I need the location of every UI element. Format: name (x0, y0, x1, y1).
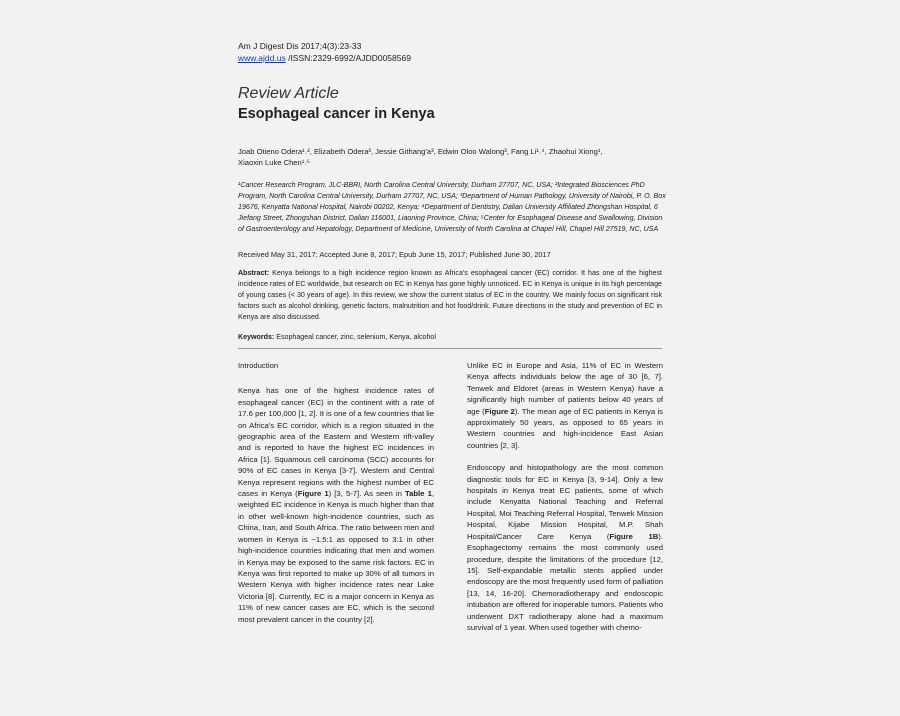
affiliations: ¹Cancer Research Program, JLC-BBRI, North Carolina Central University, Durham 27707, NC, USA; ²Integrated Biosciences PhD Program, North Carolina Central University, Durham 27707, NC, USA; ³Department of Human Pathology, University of Nairobi, P. O. Box 19676, Kenyatta National Hospital, Nairobi 00202, Kenya; ⁴Department of Dentistry, Dalian University Affiliated Zhongshan Hospital, 6 Jiefang Street, Zhongshan District, Dalian 116001, Liaoning Province, China; ⁵Center for Esophageal Disease and Swallowing, Division of Gastroenterology and Hepatology, Department of Medicine, University of North Carolina at Chapel Hill, Chapel Hill 27519, NC, USA (238, 181, 666, 233)
keywords-text: Esophageal cancer, zinc, selenium, Kenya, alcohol (274, 333, 436, 341)
keywords-label: Keywords: (238, 333, 275, 341)
publication-dates: Received May 31, 2017; Accepted June 8, 2017; Epub June 15, 2017; Published June 30, 2017 (238, 250, 551, 259)
keywords (238, 333, 436, 341)
paragraph-text: ). Esophagectomy remains the most commonly used procedure, despite the limitations of the procedure [12, 15]. Self-expandable metallic stents applied under endoscopy are the most frequently used form of palliation [13, 14, 16-20]. Chemoradiotherapy and endoscopic intubation are offered for inoperable tumors. Patients who underwent DXT radiotherapy alone had a maximum survival of 1 year. When used together with chemo- (467, 531, 663, 632)
paragraph (467, 360, 663, 451)
abstract-text: Kenya belongs to a high incidence region known as Africa's esophageal cancer (EC) corridor. It has one of the highest incidence rates of EC worldwide, but research on EC in Kenya has gone highly unnoticed. EC in Kenya is unique in its high percentage of young cases (< 30 years of age). In this review, we show the current status of EC in the country. We mainly focus on significant risk factors such as alcohol drinking, genetic factors, malnutrition and hot food/drink. Future directions in the study and prevention of EC in Kenya are also discussed. (238, 269, 662, 321)
abstract (238, 268, 662, 323)
journal-citation: Am J Digest Dis 2017;4(3):23-33 (238, 41, 362, 51)
figure-1b-reference[interactable]: Figure 1B (609, 531, 659, 541)
paragraph-text: , weighted EC incidence in Kenya is much higher than that in other well-known high-incidence countries, such as China, Iran, and South Africa. The ratio between men and women in Kenya is ~1.5:1 as opposed to 3:1 in other high-incidence countries indicating that men and women in Kenya may be exposed to the same risk factors. EC in Kenya was first reported to make up 30% of all tumors in Western Kenya with higher incidence rates near Lake Victoria [8]. Currently, EC is a major concern in Kenya as 11% of new cancer cases are EC, which is the second most prevalent cancer in the country [2]. (238, 489, 435, 624)
paragraph-text: Kenya has one of the highest incidence rates of esophageal cancer (EC) in the continent with a rate of 17.6 per 100,000 [1, 2]. It is one of a few countries that lie on Africa's EC corridor, which is a region situated in the geographic area of the Eastern and Western rift-valley and is reported to have the highest EC incidences in Africa [1]. Squamous cell carcinoma (SCC) accounts for 90% of EC cases in Kenya [3-7]. Western and Central Kenya represent regions with the highest number of EC cases in Kenya ( (238, 386, 434, 499)
figure-2-reference[interactable]: Figure 2 (484, 406, 515, 416)
abstract-label: Abstract: (238, 269, 270, 277)
authors-line-2: Xiaoxin Luke Chen¹˒⁵ (238, 158, 310, 167)
journal-issn: /ISSN:2329-6992/AJDD0058569 (285, 53, 411, 63)
article-title: Esophageal cancer in Kenya (238, 106, 435, 122)
authors-line-1: Joab Otieno Odera¹˒², Elizabeth Odera³, Jessie Githang'a³, Edwin Oloo Walong³, Fang Li¹˒⁴, Zhaohui Xiong¹, (238, 147, 603, 156)
figure-1-reference[interactable]: Figure 1 (297, 489, 329, 499)
body-column-right (467, 360, 663, 644)
journal-links (238, 52, 411, 64)
author-list (238, 146, 668, 168)
journal-header (238, 40, 411, 64)
paragraph-text: ). The mean age of EC patients in Kenya is approximately 50 years, as opposed to 65 years in Western countries and high-incidence East Asian countries [2, 3]. (467, 406, 663, 450)
paragraph-text: ) [3, 5-7]. As seen in (328, 489, 405, 499)
paragraph (467, 462, 663, 633)
body-column-left (238, 360, 434, 636)
section-heading-introduction: Introduction (238, 361, 279, 370)
section-divider (238, 348, 662, 349)
paragraph-text: Endoscopy and histopathology are the most common diagnostic tools for EC in Kenya [3, 9-14]. Only a few hospitals in Kenya treat EC patients, some of which include Kenyatta National Teaching and Referral Hospital, Moi Teaching Referral Hospital, Tenwek Mission Hospital, Kijabe Mission Hospital, M.P. Shah Hospital/Cancer Care Kenya ( (467, 463, 663, 541)
article-type: Review Article (238, 85, 339, 102)
table-1-reference[interactable]: Table 1 (404, 489, 432, 499)
paragraph-text: Unlike EC in Europe and Asia, 11% of EC in Western Kenya affects individuals below the age of 30 [6, 7]. Tenwek and Eldoret (areas in Western Kenya) have a significantly high number of patients below 40 years of age ( (467, 361, 663, 416)
journal-url-link[interactable]: www.ajdd.us (238, 53, 286, 63)
paragraph (238, 385, 434, 625)
